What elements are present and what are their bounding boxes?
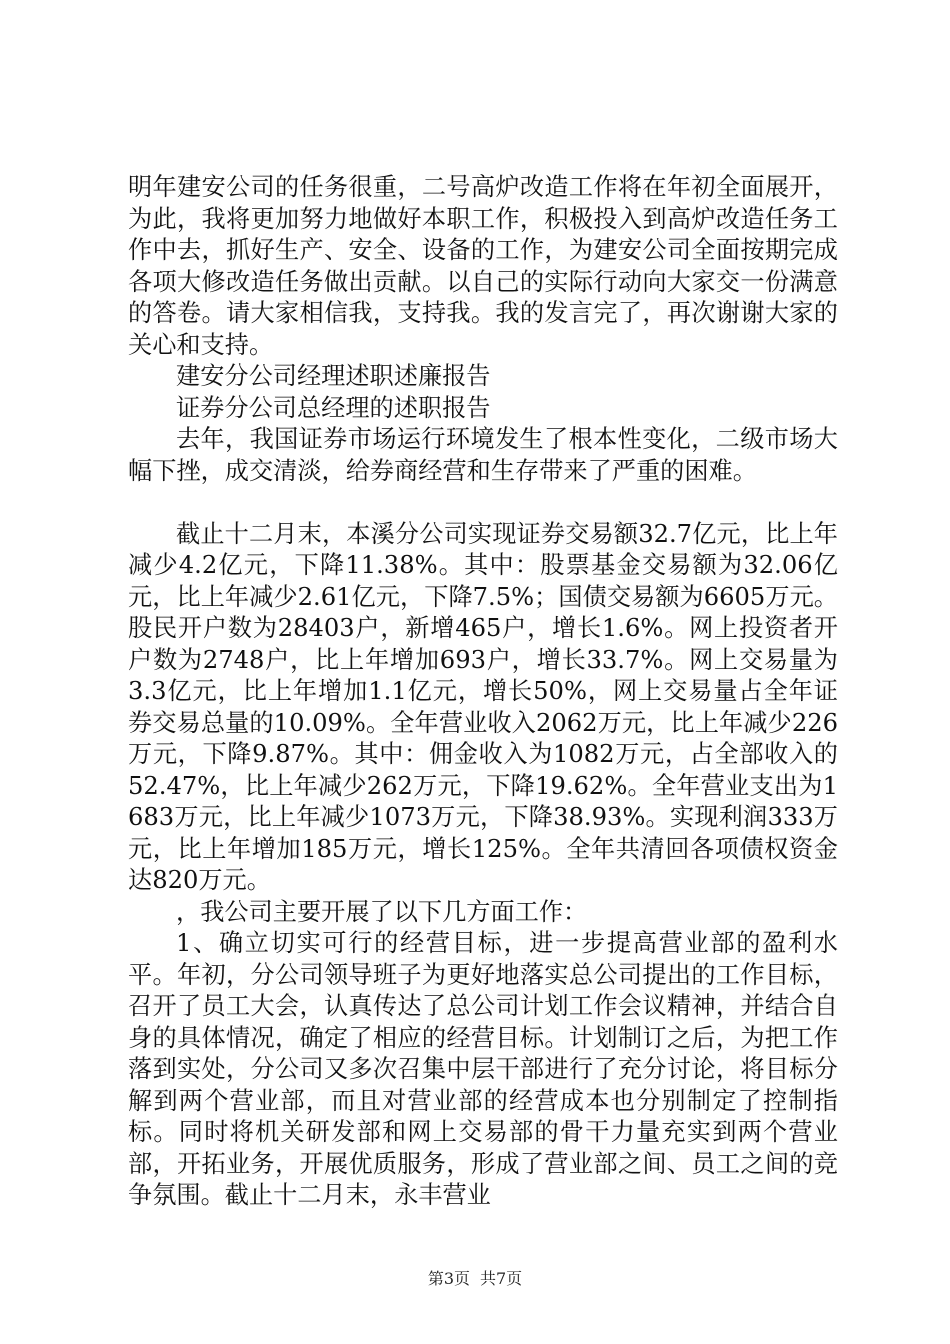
- document-body: [128, 172, 838, 1212]
- closing-paragraph: 明年建安公司的任务很重，二号高炉改造工作将在年初全面展开，为此，我将更加努力地做好本职工作，积极投入到高炉改造任务工作中去，抓好生产、安全、设备的工作，为建安公司全面按期完成各项大修改造任务做出贡献。以自己的实际行动向大家交一份满意的答卷。请大家相信我，支持我。我的发言完了，再次谢谢大家的关心和支持。: [128, 173, 838, 359]
- report-title-securities: 证券分公司总经理的述职报告: [176, 393, 491, 422]
- report-title-jianan: 建安分公司经理述职述廉报告: [176, 362, 491, 390]
- page-footer: [0, 1266, 950, 1289]
- page-total: 共7页: [480, 1269, 523, 1288]
- market-overview-paragraph: 去年，我国证券市场运行环境发生了根本性变化，二级市场大幅下挫，成交清淡，给券商经营和生存带来了严重的困难。: [128, 425, 838, 485]
- work-item-1-paragraph: 1、确立切实可行的经营目标，进一步提高营业部的盈利水平。年初，分公司领导班子为更好地落实总公司提出的工作目标，召开了员工大会，认真传达了总公司计划工作会议精神，并结合自身的具体情况，确定了相应的经营目标。计划制订之后，为把工作落到实处，分公司又多次召集中层干部进行了充分讨论，将目标分解到两个营业部，而且对营业部的经营成本也分别制定了控制指标。同时将机关研发部和网上交易部的骨干力量充实到两个营业部，开拓业务，开展优质服务，形成了营业部之间、员工之间的竞争氛围。截止十二月末，永丰营业: [128, 929, 838, 1209]
- performance-figures-paragraph: 截止十二月末，本溪分公司实现证券交易额32.7亿元，比上年减少4.2亿元，下降11.38%。其中：股票基金交易额为32.06亿元，比上年减少2.61亿元，下降7.5%；国债交易额为6605万元。股民开户数为28403户，新增465户，增长1.6%。网上投资者开户数为2748户，比上年增加693户，增长33.7%。网上交易量为3.3亿元，比上年增加1.1亿元，增长50%，网上交易量占全年证券交易总量的10.09%。全年营业收入2062万元，比上年减少226万元，下降9.87%。其中：佣金收入为1082万元，占全部收入的52.47%，比上年减少262万元，下降19.62%。全年营业支出为1683万元，比上年减少1073万元，下降38.93%。实现利润333万元，比上年增加185万元，增长125%。全年共清回各项债权资金达820万元。: [128, 519, 838, 894]
- page-number: 第3页: [427, 1269, 470, 1288]
- work-intro-paragraph: ，我公司主要开展了以下几方面工作：: [176, 897, 588, 926]
